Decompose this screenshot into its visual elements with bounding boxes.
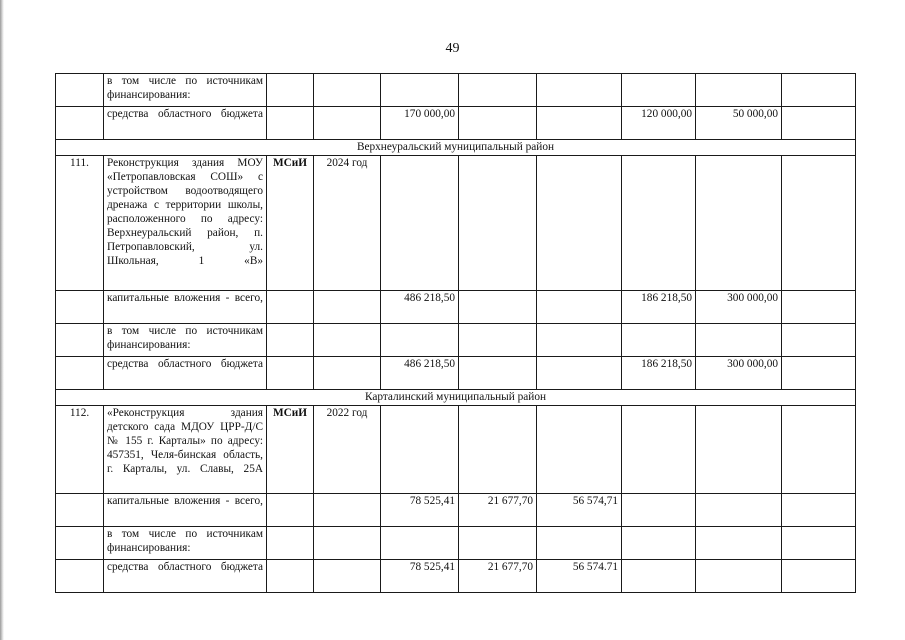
row-number-cell	[56, 291, 104, 324]
amount-cell	[696, 494, 782, 527]
amount-cell: 21 677,70	[459, 560, 537, 593]
responsible-org: МСиИ	[267, 156, 314, 291]
amount-cell	[782, 107, 856, 140]
district-header-row	[56, 140, 856, 156]
amount-cell	[622, 527, 696, 560]
amount-cell	[537, 74, 622, 107]
amount-cell	[622, 74, 696, 107]
amount-cell	[381, 527, 459, 560]
amount-cell	[696, 406, 782, 494]
table-body	[56, 74, 856, 593]
org-cell	[267, 74, 314, 107]
financing-row	[56, 527, 856, 560]
amount-cell	[622, 324, 696, 357]
scan-edge-shadow	[0, 0, 4, 640]
financing-label: капитальные вложения - всего,	[104, 494, 267, 527]
amount-cell	[782, 357, 856, 390]
object-description: «Реконструкция здания детского сада МДОУ ЦРР-Д/С № 155 г. Карталы» по адресу: 457351, Челя-бинская область, г. Карталы, ул. Славы, 25А	[104, 406, 267, 494]
org-cell	[267, 324, 314, 357]
org-cell	[267, 560, 314, 593]
year-cell	[314, 527, 381, 560]
amount-cell	[381, 74, 459, 107]
financing-label: средства областного бюджета	[104, 560, 267, 593]
amount-cell	[696, 156, 782, 291]
financing-label: капитальные вложения - всего,	[104, 291, 267, 324]
amount-cell: 78 525,41	[381, 494, 459, 527]
row-number-cell	[56, 560, 104, 593]
org-cell	[267, 527, 314, 560]
amount-cell	[782, 494, 856, 527]
amount-cell	[622, 406, 696, 494]
year-cell	[314, 291, 381, 324]
financing-table	[55, 73, 856, 593]
org-cell	[267, 494, 314, 527]
year-cell	[314, 560, 381, 593]
amount-cell: 120 000,00	[622, 107, 696, 140]
financing-label: в том числе по источникам финансирования:	[104, 527, 267, 560]
amount-cell: 21 677,70	[459, 494, 537, 527]
financing-label: средства областного бюджета	[104, 357, 267, 390]
org-cell	[267, 357, 314, 390]
district-header-row	[56, 390, 856, 406]
amount-cell: 50 000,00	[696, 107, 782, 140]
page-number: 49	[445, 41, 460, 56]
amount-cell	[782, 324, 856, 357]
financing-label: в том числе по источникам финансирования:	[104, 324, 267, 357]
amount-cell	[622, 494, 696, 527]
org-cell	[267, 291, 314, 324]
amount-cell	[459, 291, 537, 324]
amount-cell	[459, 357, 537, 390]
amount-cell	[782, 156, 856, 291]
amount-cell: 186 218,50	[622, 291, 696, 324]
amount-cell: 486 218,50	[381, 291, 459, 324]
amount-cell	[381, 406, 459, 494]
object-row	[56, 406, 856, 494]
amount-cell	[537, 527, 622, 560]
amount-cell	[459, 324, 537, 357]
amount-cell: 300 000,00	[696, 357, 782, 390]
amount-cell: 186 218,50	[622, 357, 696, 390]
amount-cell	[696, 74, 782, 107]
row-number-cell	[56, 357, 104, 390]
amount-cell	[537, 291, 622, 324]
financing-row	[56, 357, 856, 390]
object-description: Реконструкция здания МОУ «Петропавловская СОШ» с устройством водоотводящего дренажа с территории школы, расположенного по адресу: Верхнеуральский район, п. Петропавловский, ул. Школьная, 1 «В»	[104, 156, 267, 291]
amount-cell	[622, 560, 696, 593]
amount-cell	[459, 527, 537, 560]
row-number-cell	[56, 74, 104, 107]
object-number: 111.	[56, 156, 104, 291]
row-number-cell	[56, 107, 104, 140]
org-cell	[267, 107, 314, 140]
amount-cell	[459, 107, 537, 140]
amount-cell: 78 525,41	[381, 560, 459, 593]
row-number-cell	[56, 324, 104, 357]
amount-cell: 300 000,00	[696, 291, 782, 324]
amount-cell	[537, 324, 622, 357]
amount-cell	[459, 156, 537, 291]
amount-cell	[459, 74, 537, 107]
year-cell	[314, 324, 381, 357]
district-name: Карталинский муниципальный район	[56, 390, 856, 406]
financing-row	[56, 291, 856, 324]
year-cell	[314, 357, 381, 390]
row-number-cell	[56, 494, 104, 527]
financing-row	[56, 107, 856, 140]
financing-row	[56, 74, 856, 107]
amount-cell	[537, 406, 622, 494]
amount-cell	[696, 527, 782, 560]
amount-cell	[381, 156, 459, 291]
amount-cell	[782, 527, 856, 560]
year-cell	[314, 494, 381, 527]
amount-cell: 56 574,71	[537, 494, 622, 527]
object-row	[56, 156, 856, 291]
amount-cell: 170 000,00	[381, 107, 459, 140]
financing-row	[56, 324, 856, 357]
year-cell	[314, 74, 381, 107]
object-number: 112.	[56, 406, 104, 494]
amount-cell	[537, 156, 622, 291]
responsible-org: МСиИ	[267, 406, 314, 494]
completion-year: 2022 год	[314, 406, 381, 494]
amount-cell	[537, 357, 622, 390]
row-number-cell	[56, 527, 104, 560]
amount-cell	[459, 406, 537, 494]
amount-cell	[782, 406, 856, 494]
amount-cell	[782, 291, 856, 324]
amount-cell	[696, 560, 782, 593]
financing-row	[56, 494, 856, 527]
amount-cell	[537, 107, 622, 140]
amount-cell	[782, 560, 856, 593]
financing-label: в том числе по источникам финансирования:	[104, 74, 267, 107]
amount-cell	[381, 324, 459, 357]
district-name: Верхнеуральский муниципальный район	[56, 140, 856, 156]
year-cell	[314, 107, 381, 140]
amount-cell	[696, 324, 782, 357]
amount-cell: 56 574.71	[537, 560, 622, 593]
financing-label: средства областного бюджета	[104, 107, 267, 140]
amount-cell	[782, 74, 856, 107]
amount-cell	[622, 156, 696, 291]
amount-cell: 486 218,50	[381, 357, 459, 390]
financing-row	[56, 560, 856, 593]
completion-year: 2024 год	[314, 156, 381, 291]
